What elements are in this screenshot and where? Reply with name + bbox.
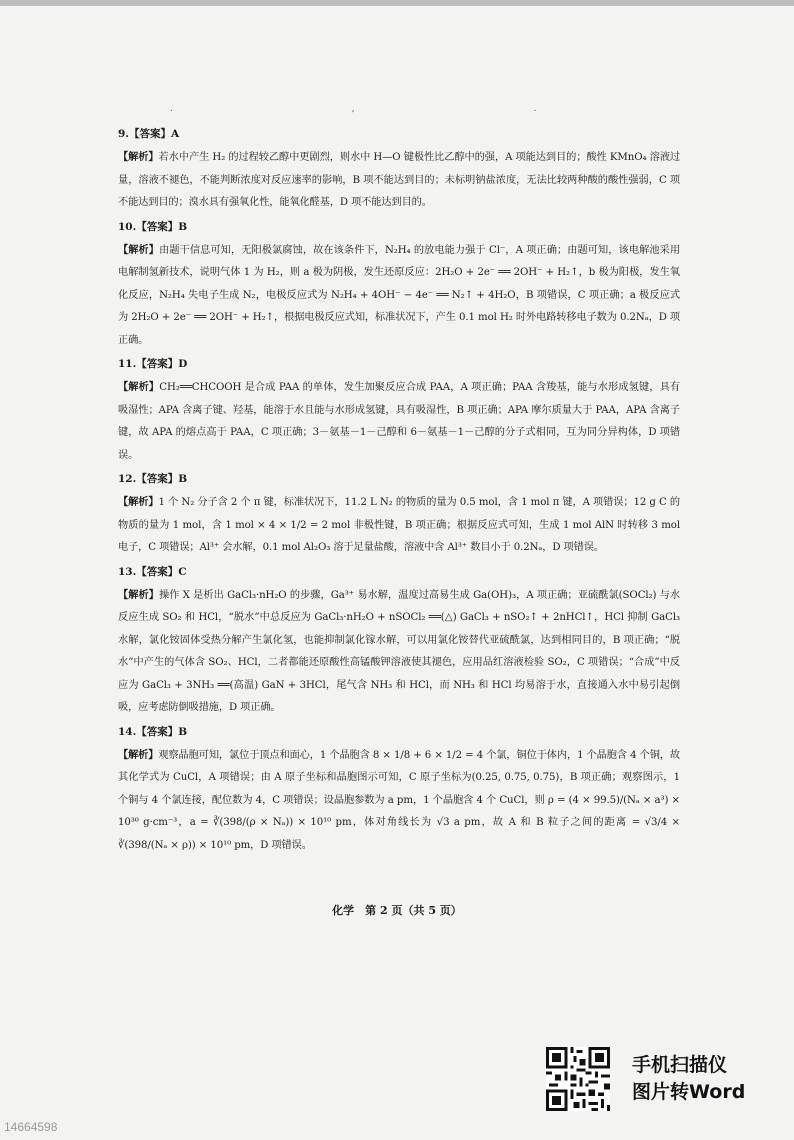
explanation-label: 【解析】 [118,496,159,508]
explanation [118,146,680,215]
answer-line: 13.【答案】C [118,565,187,578]
scan-marks: . , . [170,104,625,114]
explanation-label: 【解析】 [118,243,160,256]
question-14 [118,724,680,858]
explanation [118,744,680,858]
question-12 [118,471,680,560]
explanation-label: 【解析】 [118,381,160,393]
question-13 [118,564,680,720]
qr-code-icon [546,1047,610,1111]
explanation-text: 操作 X 是析出 GaCl₃·nH₂O 的步骤，Ga³⁺ 易水解，温度过高易生成 Ga(OH)₃，A 项正确；亚硫酰氯(SOCl₂) 与水反应生成 SO₂ 和 HCl，“脱水”中总反应为 GaCl₃·nH₂O + nSOCl₂ ══(△) GaCl₃ + nSO₂↑ + 2nHCl↑，HCl 抑制 GaCl₃ 水解，氯化铵固体受热分解产生氯化氢，也能抑制氯化镓水解，可以用氯化铵替代亚硫酰氯，达到相同目的，B 项正确；“脱水”中产生的气体含 SO₂、HCl，二者都能还原酸性高锰酸钾溶液使其褪色，应用品红溶液检验 SO₂，C 项错误；“合成”中反应为 GaCl₃ + 3NH₃ ══(高温) GaN + 3HCl，尾气含 NH₃ 和 HCl，而 NH₃ 和 HCl 均易溶于水，直接通入水中易引起倒吸，应考虑防倒吸措施，D 项正确。 [118,589,681,713]
explanation-text: 由题干信息可知，无阳极氯腐蚀，故在该条件下，N₂H₄ 的放电能力强于 Cl⁻，A 项正确；由题可知，该电解池采用电解制氢新技术，说明气体 1 为 H₂，则 a 极为阴极，发生还原反应：2H₂O + 2e⁻ ══ 2OH⁻ + H₂↑，b 极为阳极，发生氧化反应，N₂H₄ 失电子生成 N₂，电极反应式为 N₂H₄ + 4OH⁻ − 4e⁻ ══ N₂↑ + 4H₂O，B 项错误，C 项正确；a 极反应式为 2H₂O + 2e⁻ ══ 2OH⁻ + H₂↑，根据电极反应式知，标准状况下，产生 0.1 mol H₂ 时外电路转移电子数为 0.2Nₐ，D 项正确。 [118,244,680,346]
explanation-text: CH₂══CHCOOH 是合成 PAA 的单体，发生加聚反应合成 PAA，A 项正确；PAA 含羧基，能与水形成氢键，具有吸湿性；APA 含离子键、羟基，能溶于水且能与水形成氢键，具有吸湿性，B 项正确；APA 摩尔质量大于 PAA，APA 含离子键，故 APA 的熔点高于 PAA，C 项正确；3－氨基－1－己醇和 6－氨基－1－己醇的分子式相同，互为同分异构体，D 项错误。 [118,382,680,461]
page-footer: 化学 第 2 页（共 5 页） [332,904,462,917]
explanation [118,491,680,560]
explanation-text: 观察晶胞可知，氯位于顶点和面心，1 个晶胞含 8 × 1/8 + 6 × 1/2 = 4 个氯，铜位于体内，1 个晶胞含 4 个铜，故其化学式为 CuCl，A 项错误；由 A 原子坐标和晶胞图示可知，C 原子坐标为(0.25, 0.75, 0.75)，B 项正确；观察图示，1 个铜与 4 个氯连接，配位数为 4，C 项错误；设晶胞参数为 a pm，1 个晶胞含 4 个 CuCl，则 ρ = (4 × 99.5)/(Nₐ × a³) × 10³⁰ g·cm⁻³，a = ∛(398/(ρ × Nₐ)) × 10¹⁰ pm，体对角线长为 √3 a pm，故 A 和 B 粒子之间的距离 = √3/4 × ∛(398/(Nₐ × ρ)) × 10¹⁰ pm，D 项错误。 [118,749,680,851]
explanation [118,584,680,720]
explanation [118,376,680,467]
answer-line: 14.【答案】B [118,725,188,738]
qr-caption-line-2: 图片转Word [632,1081,746,1103]
explanation-label: 【解析】 [118,588,159,601]
answer-content [118,122,680,859]
top-edge [0,0,794,6]
question-10 [118,219,680,353]
qr-caption-line-1: 手机扫描仪 [632,1054,728,1076]
explanation-text: 若水中产生 H₂ 的过程较乙醇中更剧烈，则水中 H—O 键极性比乙醇中的强，A 项能达到目的；酸性 KMnO₄ 溶液过量，溶液不褪色，不能判断浓度对反应速率的影响，B 项不能达到目的；未标明钠盐浓度，无法比较两种酸的酸性强弱，C 项不能达到目的；溴水具有强氧化性，能氧化醛基，D 项不能达到目的。 [118,152,680,208]
question-9 [118,126,680,215]
answer-line: 9.【答案】A [118,128,180,140]
explanation [118,239,680,353]
explanation-label: 【解析】 [118,748,159,761]
question-11 [118,356,680,467]
explanation-label: 【解析】 [118,151,159,163]
document-id: 14664598 [4,1120,58,1134]
qr-caption [632,1052,745,1106]
explanation-text: 1 个 N₂ 分子含 2 个 π 键，标准状况下，11.2 L N₂ 的物质的量为 0.5 mol，含 1 mol π 键，A 项错误；12 g C 的物质的量为 1 mol，含 1 mol × 4 × 1/2 = 2 mol 非极性键，B 项正确；根据反应式可知，生成 1 mol AlN 时转移 3 mol 电子，C 项错误；Al³⁺ 会水解，0.1 mol Al₂O₃ 溶于足量盐酸，溶液中含 Al³⁺ 数目小于 0.2Nₐ，D 项错误。 [118,497,680,553]
answer-line: 12.【答案】B [118,473,188,485]
answer-line: 10.【答案】B [118,220,188,233]
answer-line: 11.【答案】D [118,358,188,370]
